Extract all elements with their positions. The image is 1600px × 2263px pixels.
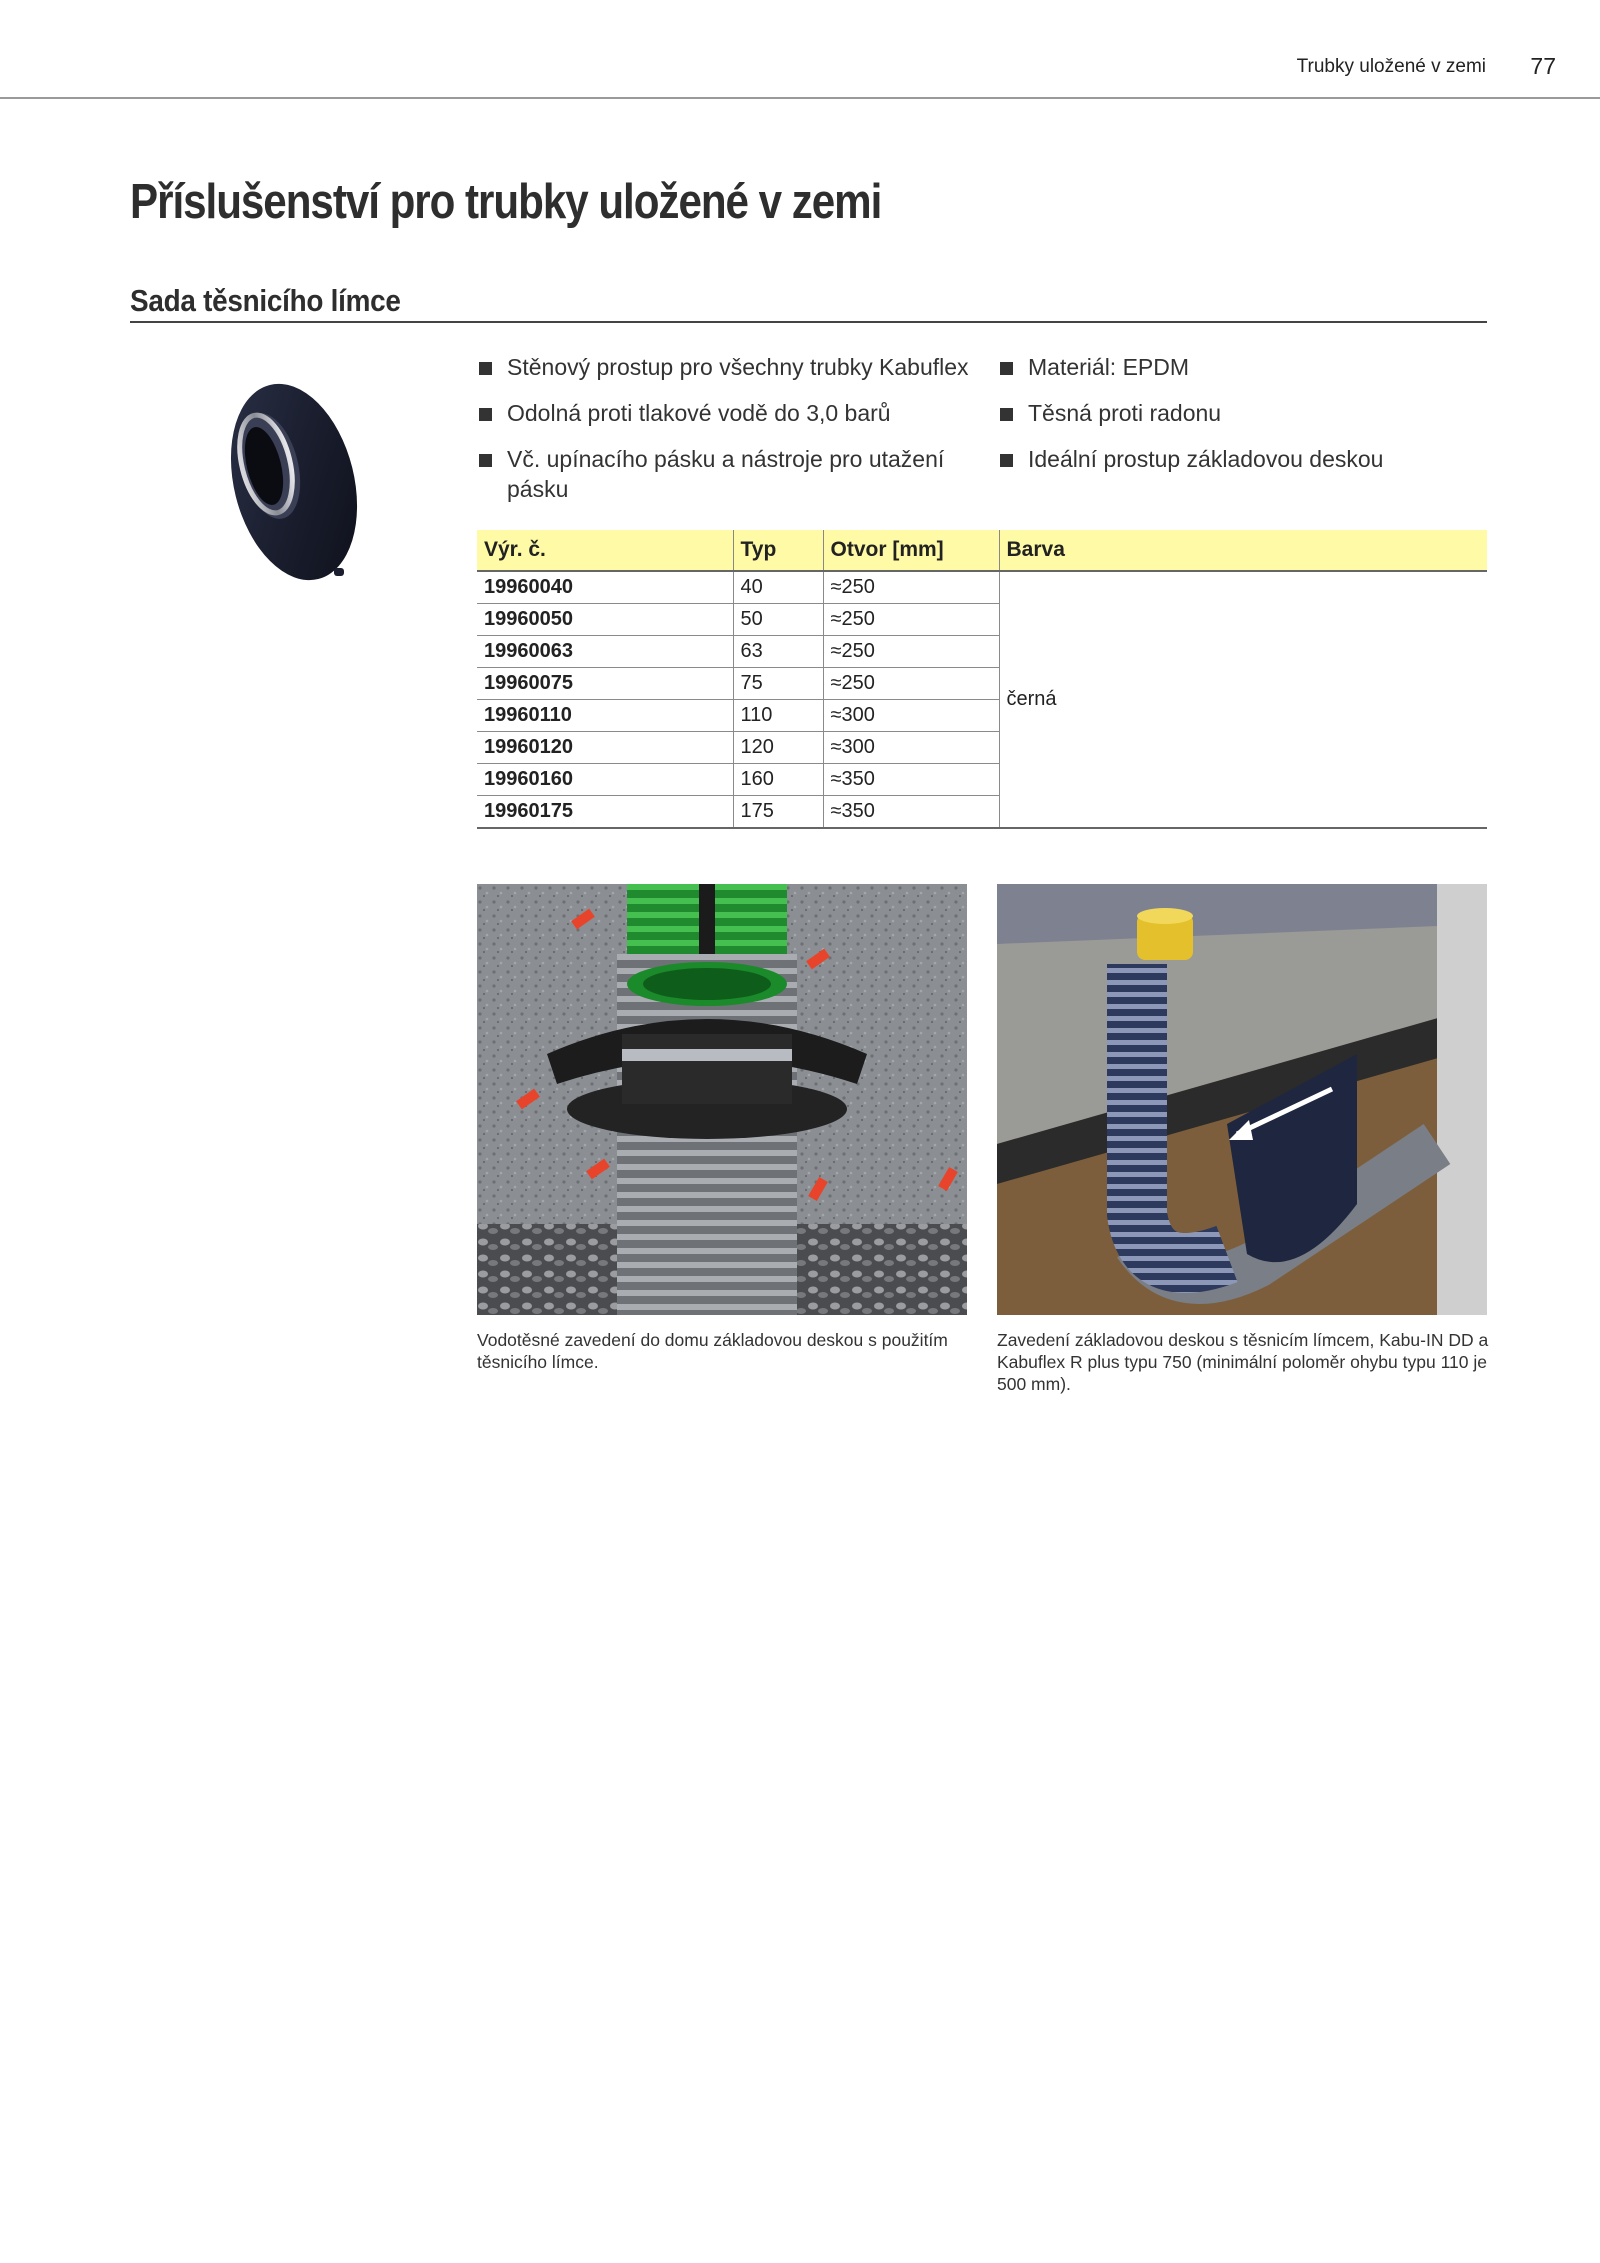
type-cell: 120 (733, 732, 823, 764)
sealing-collar-image (222, 378, 360, 586)
type-cell: 175 (733, 796, 823, 829)
article-no-cell: 19960175 (477, 796, 733, 829)
feature-item: Stěnový prostup pro všechny trubky Kabuflex (477, 352, 997, 382)
bullet-square-icon (479, 362, 492, 375)
spec-table (477, 530, 1487, 829)
type-cell: 75 (733, 668, 823, 700)
opening-cell: ≈350 (823, 764, 999, 796)
opening-cell: ≈250 (823, 668, 999, 700)
article-no-cell: 19960110 (477, 700, 733, 732)
caption-left: Vodotěsné zavedení do domu základovou deskou s použitím těsnicího límce. (477, 1330, 948, 1372)
article-no-cell: 19960160 (477, 764, 733, 796)
type-cell: 110 (733, 700, 823, 732)
type-cell: 160 (733, 764, 823, 796)
type-cell: 50 (733, 604, 823, 636)
caption-right: Zavedení základovou deskou s těsnicím límcem, Kabu-IN DD a Kabuflex R plus typu 750 (minimální poloměr ohybu typu 110 je 500 mm). (997, 1330, 1489, 1394)
table-row (477, 571, 1487, 604)
wall-penetration-illustration (477, 884, 967, 1315)
bullet-square-icon (479, 454, 492, 467)
article-no-cell: 19960040 (477, 571, 733, 604)
feature-item: Těsná proti radonu (998, 398, 1498, 428)
opening-cell: ≈350 (823, 796, 999, 829)
opening-cell: ≈250 (823, 571, 999, 604)
header-divider (0, 97, 1600, 99)
feature-item: Vč. upínacího pásku a nástroje pro utažení pásku (477, 444, 997, 504)
col-header-type: Typ (733, 530, 823, 571)
opening-cell: ≈250 (823, 604, 999, 636)
feature-item: Ideální prostup základovou deskou (998, 444, 1498, 474)
article-no-cell: 19960063 (477, 636, 733, 668)
section-divider (130, 321, 1487, 323)
opening-cell: ≈300 (823, 700, 999, 732)
opening-cell: ≈250 (823, 636, 999, 668)
bullet-square-icon (1000, 454, 1013, 467)
feature-list-left (477, 352, 997, 520)
feature-list-right (998, 352, 1498, 490)
feature-item: Materiál: EPDM (998, 352, 1498, 382)
col-header-opening: Otvor [mm] (823, 530, 999, 571)
article-no-cell: 19960050 (477, 604, 733, 636)
col-header-article-no: Výr. č. (477, 530, 733, 571)
opening-cell: ≈300 (823, 732, 999, 764)
col-header-color: Barva (999, 530, 1487, 571)
bullet-square-icon (1000, 408, 1013, 421)
article-no-cell: 19960120 (477, 732, 733, 764)
color-cell: černá (999, 571, 1487, 828)
bullet-square-icon (479, 408, 492, 421)
feature-item: Odolná proti tlakové vodě do 3,0 barů (477, 398, 997, 428)
table-header-row (477, 530, 1487, 571)
bullet-square-icon (1000, 362, 1013, 375)
foundation-slab-illustration (997, 884, 1487, 1315)
page-number: 77 (1530, 53, 1556, 79)
running-header-title: Trubky uložené v zemi (1296, 56, 1486, 77)
type-cell: 63 (733, 636, 823, 668)
section-title: Sada těsnicího límce (130, 283, 401, 318)
type-cell: 40 (733, 571, 823, 604)
article-no-cell: 19960075 (477, 668, 733, 700)
page-title: Příslušenství pro trubky uložené v zemi (130, 175, 882, 229)
